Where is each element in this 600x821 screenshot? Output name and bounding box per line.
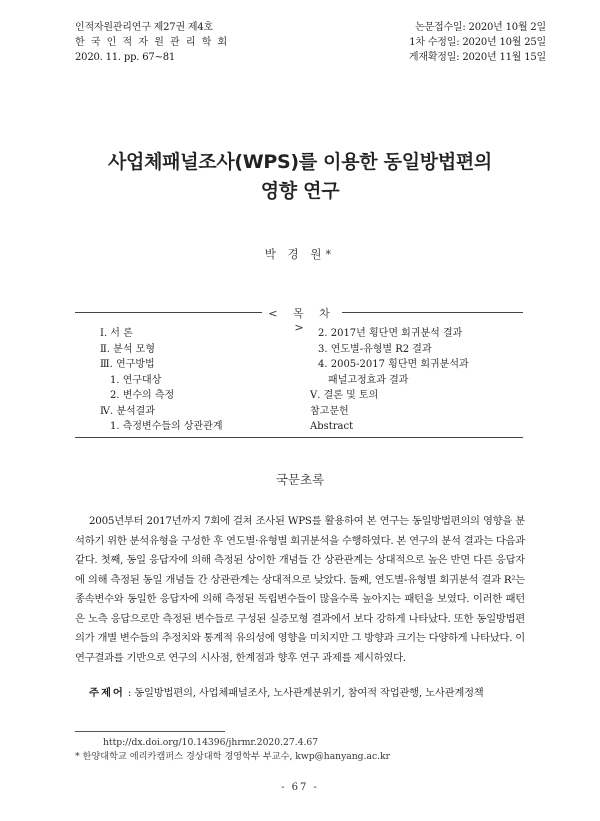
- title-line-2: 영향 연구: [260, 180, 340, 202]
- title-line-1: 사업체패널조사(WPS)를 이용한 동일방법편의: [108, 151, 492, 173]
- received-date: 논문접수일: 2020년 10월 2일: [415, 22, 546, 33]
- toc-item: Abstract: [310, 421, 354, 432]
- toc-item: 3. 연도별-유형별 R2 결과: [318, 343, 432, 355]
- toc-item: Ⅱ. 분석 모형: [100, 343, 155, 355]
- toc-item: 1. 연구대상: [110, 374, 162, 386]
- toc-right-column: [310, 326, 520, 435]
- toc-item: 2. 변수의 측정: [110, 390, 175, 401]
- keywords-label: 주제어: [89, 687, 125, 699]
- abstract-text: 2005년부터 2017년까지 7회에 걸쳐 조사된 WPS를 활용하여 본 연구는 동일방법편의의 영향을 분석하기 위한 분석유형을 구성한 후 연도별·유형별 회귀분석을 수행하였다. 본 연구의 분석 결과는 다음과 같다. 첫째, 동일 응답자에 의해 측정된 상이한 개념들 간 상관관계는 상대적으로 높은 반면 다른 응답자에 의해 측정된 동일 개념들 간 상관관계는 상대적으로 낮았다. 둘째, 연도별-유형별 회귀분석 결과 R²는 종속변수와 동일한 응답자에 의해 측정된 독립변수들이 많을수록 높아지는 패턴을 보였다. 이러한 패턴은 노측 응답으로만 측정된 변수들로 구성된 실증모형 결과에서 보다 강하게 나타났다. 또한 동일방법편의가 개별 변수들의 추정치와 통계적 유의성에 영향을 미치지만 그 방향과 크기는 다양하게 나타났다. 이 연구결과를 기반으로 연구의 시사점, 한계점과 향후 연구 과제를 제시하였다.: [75, 515, 525, 664]
- doi-link[interactable]: http://dx.doi.org/10.14396/jhrmr.2020.27.4.67: [103, 737, 319, 748]
- abstract-heading: 국문초록: [275, 472, 325, 487]
- toc-item: 1. 측정변수들의 상관관계: [110, 421, 223, 432]
- accepted-date: 게재확정일: 2020년 11월 15일: [408, 52, 546, 63]
- toc-item: Ⅳ. 분석결과: [100, 405, 155, 417]
- toc-item: Ⅰ. 서 론: [100, 328, 133, 339]
- page-number: - 67 -: [281, 782, 319, 793]
- toc-item: 2. 2017년 횡단면 회귀분석 결과: [318, 328, 463, 339]
- issue-pages: 2020. 11. pp. 67∼81: [75, 52, 176, 63]
- toc-item: Ⅲ. 연구방법: [100, 359, 155, 370]
- toc-left-column: [100, 326, 300, 435]
- paper-title: [0, 148, 600, 206]
- author-name: 박 경 원*: [264, 247, 336, 261]
- toc-heading: < 목 차 >: [262, 305, 342, 334]
- footnote-divider: [75, 731, 225, 732]
- keywords-list: : 동일방법편의, 사업체패널조사, 노사관계분위기, 참여적 작업관행, 노사관계정책: [124, 687, 484, 699]
- journal-info: [75, 20, 335, 65]
- toc-item: Ⅴ. 결론 및 토의: [310, 390, 379, 401]
- submission-dates: [330, 20, 546, 65]
- toc-item: 참고문헌: [310, 405, 349, 417]
- toc-item: 패널고정효과 결과: [328, 374, 409, 386]
- keywords-line: [89, 684, 529, 699]
- toc-item: 4. 2005-2017 횡단면 회귀분석과: [318, 359, 469, 370]
- revised-date: 1차 수정일: 2020년 10월 25일: [409, 37, 546, 48]
- society-name: 한 국 인 적 자 원 관 리 학 회: [75, 37, 229, 48]
- author-affiliation: * 한양대학교 에리카캠퍼스 경상대학 경영학부 부교수, kwp@hanyang.ac.kr: [75, 751, 390, 762]
- footnotes: [75, 736, 525, 764]
- journal-name: 인적자원관리연구 제27권 제4호: [75, 22, 213, 33]
